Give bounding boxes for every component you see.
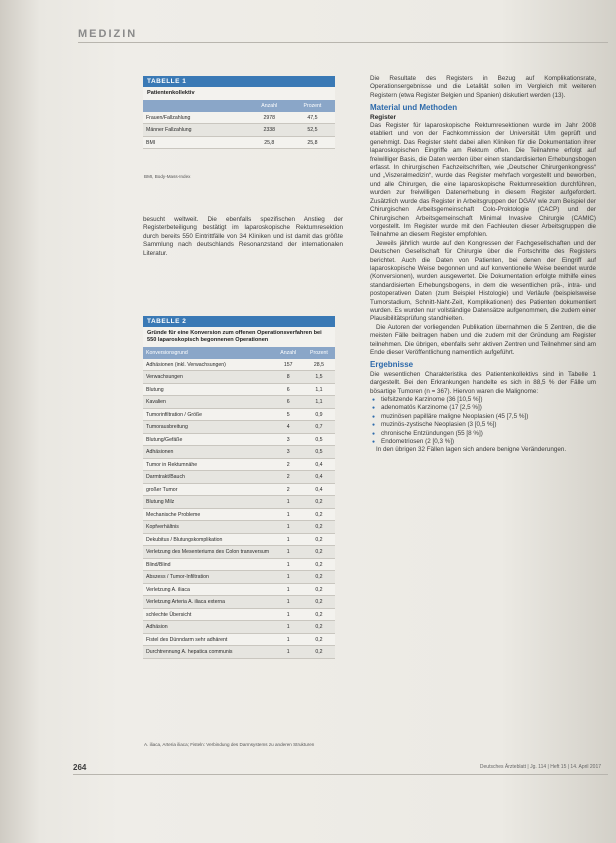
row-label: Adhäsion: [143, 621, 274, 634]
cell-value: 8: [274, 371, 303, 384]
footer-divider: [73, 774, 608, 775]
row-label: Blutung: [143, 383, 274, 396]
row-label: Verwachsungen: [143, 371, 274, 384]
cell-value: 2: [274, 458, 303, 471]
table-1-grid: [143, 100, 335, 150]
table-row: [143, 483, 335, 496]
row-label: großer Tumor: [143, 483, 274, 496]
column-header: Anzahl: [249, 100, 290, 112]
bullet-item: ● tiefsitzende Karzinome (36 [10,5 %]): [381, 396, 596, 404]
table-row: [143, 421, 335, 434]
table-2-label: TABELLE 2: [143, 316, 335, 327]
cell-value: 5: [274, 408, 303, 421]
cell-value: 0,2: [303, 496, 335, 509]
table-row: [143, 359, 335, 371]
table-row: [143, 112, 335, 124]
methods-paragraph-1: Das Register für laparoskopische Rektumresektionen wurde im Jahr 2008 etabliert und von der Fachkommission der Universität Ulm geprüft und genehmigt. Das Register steht dabei allen Kliniken für die Dokumentation ihrer laparoskopischen Eingriffe am Rektum offen. Die Teilnahme erfolgt auf freiwilliger Basis, die Daten werden über einen standardisierten Erhebungsbogen erfasst. In chirurgischen Fachzeitschriften, wie „Deutscher Chirurgenkongress“ und „Viszeralmedizin“, wurde das Register mehrfach vorgestellt und beworben, und alle Chirurgen, die eine laparoskopische Rektumresektion durchführen, wurden zur freiwilligen Datenerhebung in diesem Register aufgefordert. Zusätzlich wurde das Register in Arbeitsgruppen der DGAV wie zum Beispiel der Chirurgischen Arbeitsgemeinschaft Colo-Proktologie (CACP) und der Chirurgischen Arbeitsgemeinschaft Minimal Invasive Chirurgie (CAMIC) vorgestellt. Im Register wurde mit den Fachleuten dieser Arbeitsgruppen die Teilnahme an diesem Register empfohlen.: [370, 122, 596, 239]
row-label: Blind/Blind: [143, 558, 274, 571]
table-row: [143, 521, 335, 534]
table-row: [143, 546, 335, 559]
table-1-footnote: BMI, Body-Mass-Index: [144, 174, 191, 179]
cell-value: 0,4: [303, 458, 335, 471]
table-row: [143, 508, 335, 521]
right-column: [370, 75, 596, 455]
row-label: BMI: [143, 136, 249, 149]
cell-value: 0,5: [303, 446, 335, 459]
table-row: [143, 496, 335, 509]
table-row: [143, 371, 335, 384]
table-row: [143, 458, 335, 471]
cell-value: 1: [274, 558, 303, 571]
cell-value: 0,2: [303, 621, 335, 634]
table-row: [143, 396, 335, 409]
table-1-title: Patientenkollektiv: [147, 90, 195, 96]
table-2: [143, 316, 335, 659]
table-1: [143, 76, 335, 149]
bullet-item: ● adenomatös Karzinome (17 [2,5 %]): [381, 404, 596, 412]
cell-value: 1: [274, 496, 303, 509]
cell-value: 0,9: [303, 408, 335, 421]
row-label: Fistel des Dünndarm sehr adhärent: [143, 633, 274, 646]
row-label: Verletzung des Mesenteriums des Colon transversum: [143, 546, 274, 559]
results-heading: Ergebnisse: [370, 360, 414, 370]
column-header: Prozent: [303, 347, 335, 359]
cell-value: 25,8: [290, 136, 335, 149]
cell-value: 2: [274, 471, 303, 484]
cell-value: 0,2: [303, 571, 335, 584]
cell-value: 0,2: [303, 558, 335, 571]
cell-value: 28,5: [303, 359, 335, 371]
bullet-item: ● chronische Entzündungen (55 [8 %]): [381, 430, 596, 438]
cell-value: 2978: [249, 112, 290, 124]
cell-value: 0,2: [303, 546, 335, 559]
cell-value: 0,2: [303, 646, 335, 659]
row-label: Blutung Milz: [143, 496, 274, 509]
cell-value: 1: [274, 508, 303, 521]
section-header: MEDIZIN: [78, 28, 608, 43]
cell-value: 0,7: [303, 421, 335, 434]
cell-value: 2: [274, 483, 303, 496]
row-label: Tumorausbreitung: [143, 421, 274, 434]
cell-value: 1: [274, 608, 303, 621]
cell-value: 1,1: [303, 396, 335, 409]
row-label: Adhäsionen: [143, 446, 274, 459]
table-row: [143, 433, 335, 446]
results-bullet-list: [370, 396, 596, 446]
table-row: [143, 621, 335, 634]
bullet-item: ● muzinösen papilläre maligne Neoplasien (45 [7,5 %]): [381, 413, 596, 421]
cell-value: 6: [274, 383, 303, 396]
bullet-item: ● muzinös-zystische Neoplasien (3 [0,5 %]): [381, 421, 596, 429]
cell-value: 1: [274, 571, 303, 584]
cell-value: 52,5: [290, 124, 335, 137]
cell-value: 4: [274, 421, 303, 434]
methods-paragraph-2: Jeweils jährlich wurde auf den Kongressen der Fachgesellschaften und der Deutschen Gesellschaft für Chirurgie über die Fortschritte des Registers berichtet. Auch die Daten von Patienten, bei denen der Eingriff auf laparoskopische Weise begonnen und auf konventionelle Weise beendet wurde (Konversionen), wurden ausgewertet. Die Dokumentation erfolgte mithilfe eines standardisierten Erhebungsbogens, in dem die wesentlichen prä-, intra- und postoperativen Daten (zum Beispiel Histologie) und Verläufe (beispielsweise Tumorstadium, Schnitt-Naht-Zeit, Komplikationen) des Patienten dokumentiert wurden. Es wurden nur vollständige Datensätze aufgenommen, die zudem einer Plausibilitätsprüfung standhielten.: [370, 239, 596, 323]
methods-paragraph-3: Die Autoren der vorliegenden Publikation übernahmen die 5 Zentren, die die meisten Fälle beitragen haben und die zudem mit der Gründung am Register teilnehmen. Die übrigen, ebenfalls sehr aktiven Zentren und Teilnehmer sind am Ende dieser Veröffentlichung namentlich aufgeführt.: [370, 323, 596, 356]
cell-value: 47,5: [290, 112, 335, 124]
cell-value: 1,5: [303, 371, 335, 384]
page-number: 264: [73, 763, 87, 772]
journal-footer: Deutsches Ärzteblatt | Jg. 114 | Heft 15 | 14. April 2017: [479, 764, 601, 770]
cell-value: 0,2: [303, 521, 335, 534]
table-row: [143, 136, 335, 149]
column-header: Konversionsgrund: [143, 347, 274, 359]
methods-heading: Material und Methoden: [370, 103, 458, 113]
table-row: [143, 558, 335, 571]
left-column-text: besucht weltweit. Die ebenfalls spezifischen Anstieg der Registerbeteiligung bestätigt im laparoskopische Rektumresektion durch bereits 550 Eintrittfälle von 34 Kliniken und ist damit das größte Sammlung nach deutschlands Resonanzstand der internationalen Literatur.: [143, 216, 343, 257]
table-row: [143, 646, 335, 659]
row-label: Darmtrakt/Bauch: [143, 471, 274, 484]
table-row: [143, 633, 335, 646]
table-row: [143, 124, 335, 137]
table-row: [143, 383, 335, 396]
closing-paragraph: In den übrigen 32 Fällen lagen sich andere benigne Veränderungen.: [376, 446, 567, 454]
cell-value: 1: [274, 596, 303, 609]
cell-value: 1,1: [303, 383, 335, 396]
bullet-item: ● Endometriosen (2 [0,3 %]): [381, 438, 596, 446]
column-header: [143, 100, 249, 112]
table-2-grid: [143, 347, 335, 659]
table-row: [143, 471, 335, 484]
cell-value: 1: [274, 533, 303, 546]
table-2-title: Gründe für eine Konversion zum offenen Operationsverfahren bei 550 laparoskopisch begonnenen Operationen: [147, 330, 322, 343]
table-1-label: TABELLE 1: [143, 76, 335, 87]
cell-value: 2338: [249, 124, 290, 137]
cell-value: 0,4: [303, 471, 335, 484]
row-label: Durchtrennung A. hepatica communis: [143, 646, 274, 659]
cell-value: 0,2: [303, 596, 335, 609]
cell-value: 1: [274, 521, 303, 534]
results-paragraph: Die wesentlichen Charakteristika des Patientenkollektivs sind in Tabelle 1 dargestellt. Bei den Erkrankungen handelte es sich in 88,5 % der Fälle um bösartige Tumoren (n = 367). Hiervon waren die Malignome:: [370, 370, 596, 395]
cell-value: 0,5: [303, 433, 335, 446]
cell-value: 0,4: [303, 483, 335, 496]
row-label: schlechte Übersicht: [143, 608, 274, 621]
row-label: Mechanische Probleme: [143, 508, 274, 521]
row-label: Adhäsionen (inkl. Verwachsungen): [143, 359, 274, 371]
table-row: [143, 583, 335, 596]
cell-value: 0,2: [303, 608, 335, 621]
table-row: [143, 446, 335, 459]
cell-value: 0,2: [303, 533, 335, 546]
cell-value: 6: [274, 396, 303, 409]
cell-value: 157: [274, 359, 303, 371]
row-label: Verletzung Arteria A. iliaca externa: [143, 596, 274, 609]
row-label: Männer Fallzahlung: [143, 124, 249, 137]
row-label: Blutung/Gefäße: [143, 433, 274, 446]
table-row: [143, 596, 335, 609]
row-label: Kavalien: [143, 396, 274, 409]
row-label: Frauen/Fallzahlung: [143, 112, 249, 124]
table-row: [143, 608, 335, 621]
row-label: Kopfverhältnis: [143, 521, 274, 534]
intro-paragraph: Die Resultate des Registers in Bezug auf Komplikationsrate, Operationsergebnisse und die Letalität sollen im Vergleich mit weiteren Registern (etwa Register Belgien und Spanien) diskutiert werden (13).: [370, 75, 596, 99]
cell-value: 1: [274, 621, 303, 634]
cell-value: 1: [274, 546, 303, 559]
cell-value: 0,2: [303, 583, 335, 596]
column-header: Anzahl: [274, 347, 303, 359]
column-header: Prozent: [290, 100, 335, 112]
table-row: [143, 571, 335, 584]
cell-value: 3: [274, 446, 303, 459]
cell-value: 1: [274, 646, 303, 659]
cell-value: 1: [274, 633, 303, 646]
row-label: Verletzung A. iliaca: [143, 583, 274, 596]
row-label: Dekubitus / Blutungskomplikation: [143, 533, 274, 546]
table-row: [143, 408, 335, 421]
row-label: Abszess / Tumor-Infiltration: [143, 571, 274, 584]
table-2-footnote: A. iliaca, Arteria iliaca; Fisteln: Verbindung des Darmsystems zu anderen Strukturen: [144, 742, 315, 747]
row-label: Tumorinfiltration / Größe: [143, 408, 274, 421]
register-subheading: Register: [370, 113, 397, 121]
cell-value: 25,8: [249, 136, 290, 149]
cell-value: 1: [274, 583, 303, 596]
table-row: [143, 533, 335, 546]
cell-value: 0,2: [303, 633, 335, 646]
cell-value: 0,2: [303, 508, 335, 521]
cell-value: 3: [274, 433, 303, 446]
row-label: Tumor in Rektumnähe: [143, 458, 274, 471]
